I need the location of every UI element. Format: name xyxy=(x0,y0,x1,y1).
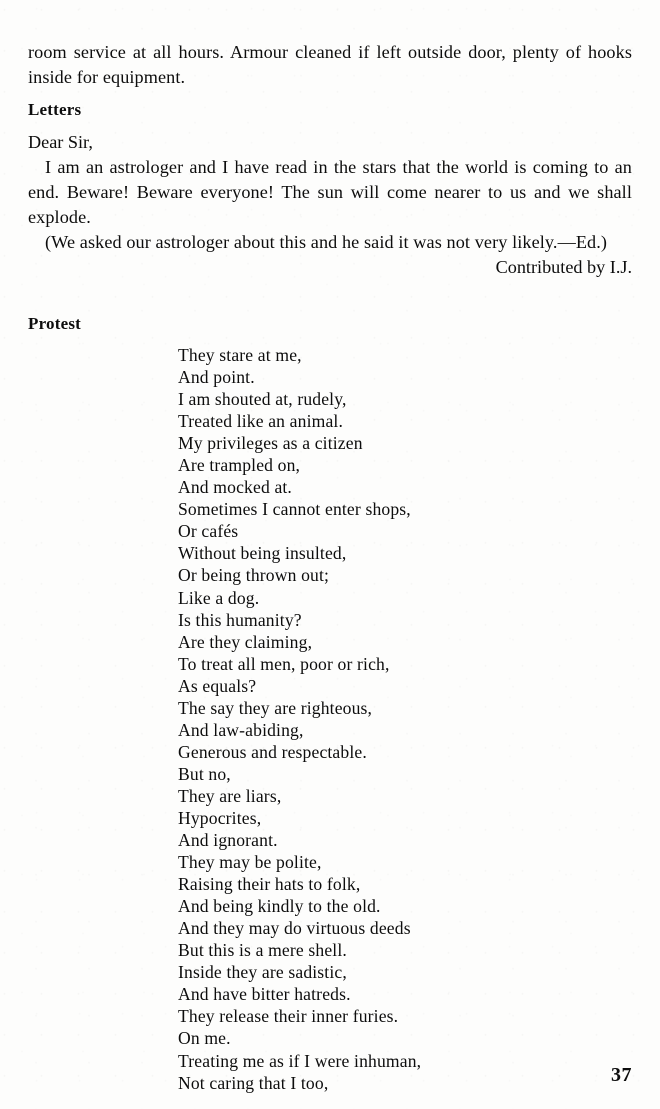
letter-paragraph-1: I am an astrologer and I have read in the stars that the world is coming to an end. Beware! Beware everyone! The sun will come nearer to us and we shall explode. xyxy=(28,157,632,227)
protest-poem xyxy=(178,344,598,1094)
poem-line: They release their inner furies. xyxy=(178,1006,399,1027)
page-content xyxy=(28,40,632,280)
poem-line: Is this humanity? xyxy=(178,609,302,630)
poem-line-list xyxy=(178,344,598,1094)
poem-line: As equals? xyxy=(178,675,257,696)
poem-line: They stare at me, xyxy=(178,345,302,365)
poem-line: And they may do virtuous deeds xyxy=(178,918,411,939)
poem-line: Are trampled on, xyxy=(178,455,301,476)
poem-line: Treated like an animal. xyxy=(178,411,344,432)
poem-line: Without being insulted, xyxy=(178,543,347,564)
poem-line: Not caring that I too, xyxy=(178,1072,329,1093)
poem-line: The say they are righteous, xyxy=(178,697,373,718)
poem-line: Generous and respectable. xyxy=(178,741,367,762)
poem-line: Treating me as if I were inhuman, xyxy=(178,1050,422,1071)
poem-line: To treat all men, poor or rich, xyxy=(178,653,390,674)
poem-line: Hypocrites, xyxy=(178,807,262,828)
poem-line: They may be polite, xyxy=(178,852,322,873)
poem-line: They are liars, xyxy=(178,785,282,806)
poem-line: But this is a mere shell. xyxy=(178,940,347,961)
poem-line: On me. xyxy=(178,1028,231,1049)
poem-line: I am shouted at, rudely, xyxy=(178,389,347,410)
poem-line: My privileges as a citizen xyxy=(178,433,363,454)
poem-line: Inside they are sadistic, xyxy=(178,962,347,983)
protest-heading: Protest xyxy=(28,314,82,333)
poem-line: Raising their hats to folk, xyxy=(178,874,361,895)
page-number: 37 xyxy=(611,1064,632,1086)
letters-heading: Letters xyxy=(28,100,82,119)
continued-paragraph: room service at all hours. Armour cleaned if left outside door, plenty of hooks inside for equipment. xyxy=(28,42,632,87)
poem-line: But no, xyxy=(178,763,231,784)
poem-line: Are they claiming, xyxy=(178,631,313,652)
poem-line: And being kindly to the old. xyxy=(178,896,381,917)
poem-line: And law-abiding, xyxy=(178,719,304,740)
spacer xyxy=(28,90,632,100)
poem-line: And ignorant. xyxy=(178,830,278,851)
poem-line: And point. xyxy=(178,367,255,388)
poem-line: Sometimes I cannot enter shops, xyxy=(178,499,411,520)
poem-line: Like a dog. xyxy=(178,587,260,608)
letter-salutation: Dear Sir, xyxy=(28,132,93,152)
letter-paragraph-2: (We asked our astrologer about this and he said it was not very likely.—Ed.) xyxy=(45,232,608,252)
poem-line: And mocked at. xyxy=(178,477,292,498)
poem-line: Or cafés xyxy=(178,521,239,542)
letter-attribution: Contributed by I.J. xyxy=(495,257,632,277)
poem-line: And have bitter hatreds. xyxy=(178,984,351,1005)
poem-line: Or being thrown out; xyxy=(178,565,330,586)
spacer xyxy=(28,120,632,130)
